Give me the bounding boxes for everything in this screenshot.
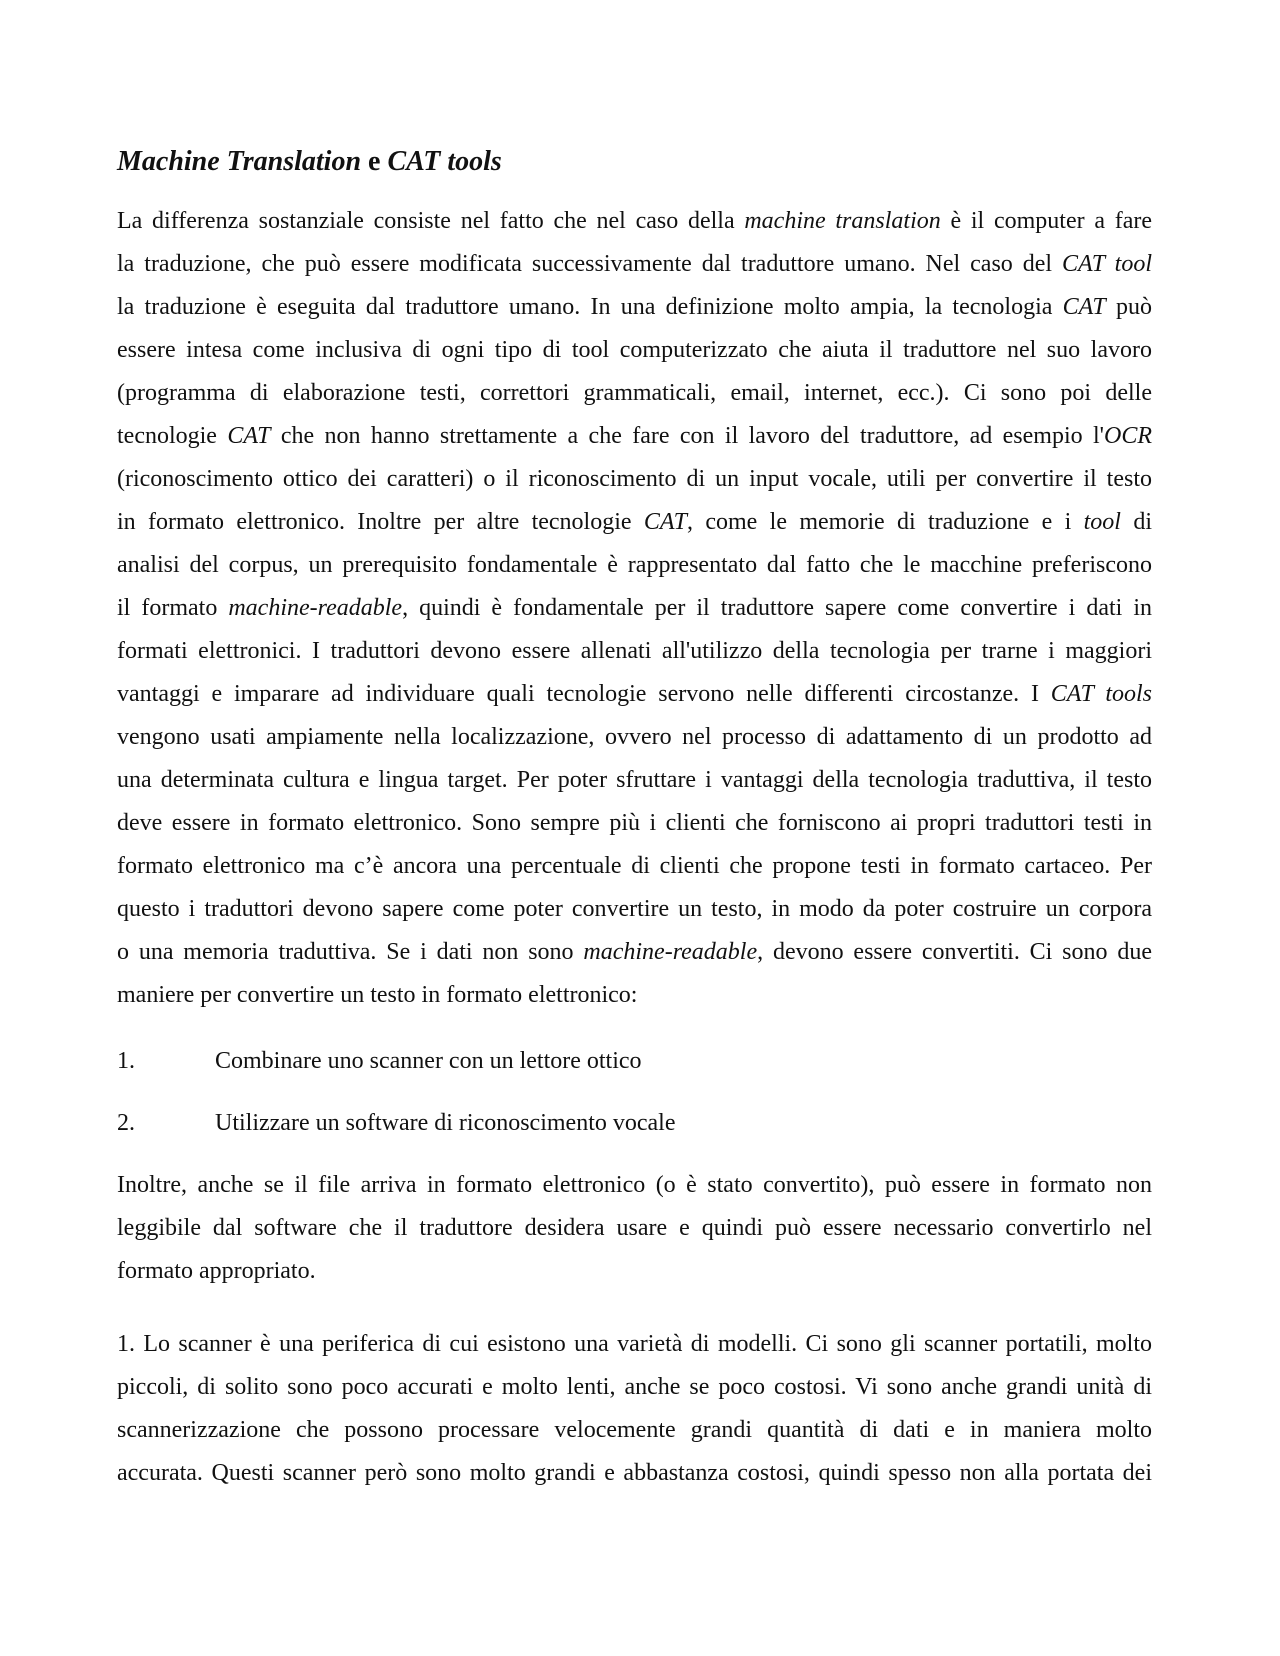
text-line (117, 630, 1152, 673)
text-segment: maniere per convertire un testo in formato elettronico: (117, 982, 638, 1008)
text-segment: in formato elettronico. Inoltre per altre tecnologie (117, 509, 644, 535)
text-segment: è il computer a fare (940, 208, 1152, 234)
text-segment: o una memoria traduttiva. Se i dati non sono (117, 939, 584, 965)
text-line (117, 587, 1152, 630)
text-segment: formato elettronico ma c’è ancora una percentuale di clienti che propone testi in formato cartaceo. Per (117, 853, 1152, 879)
heading-part: CAT tools (387, 146, 502, 177)
text-segment: una determinata cultura e lingua target. Per poter sfruttare i vantaggi della tecnologia traduttiva, il testo (117, 767, 1152, 793)
text-segment: accurata. Questi scanner però sono molto grandi e abbastanza costosi, quindi spesso non alla portata dei (117, 1460, 1152, 1486)
text-segment: essere intesa come inclusiva di ogni tipo di tool computerizzato che aiuta il traduttore nel suo lavoro (117, 337, 1152, 363)
text-line (117, 1164, 1152, 1207)
paragraph-2 (117, 1164, 1152, 1293)
italic-term: CAT (227, 423, 271, 449)
text-segment: può (1105, 294, 1152, 320)
text-line (117, 501, 1152, 544)
text-line (117, 544, 1152, 587)
text-segment: , quindi è fondamentale per il traduttore sapere come convertire i dati in (402, 595, 1152, 621)
italic-term: machine-readable (228, 595, 403, 621)
text-line (117, 802, 1152, 845)
text-line (117, 415, 1152, 458)
italic-term: OCR (1103, 423, 1152, 449)
text-segment: piccoli, di solito sono poco accurati e molto lenti, anche se poco costosi. Vi sono anche grandi unità di (117, 1374, 1152, 1400)
text-line (117, 458, 1152, 501)
text-line (117, 243, 1152, 286)
text-segment: questo i traduttori devono sapere come poter convertire un testo, in modo da poter costruire un corpora (117, 896, 1152, 922)
heading-part: e (361, 146, 388, 177)
italic-term: machine-readable (583, 939, 758, 965)
text-segment: che non hanno strettamente a che fare con il lavoro del traduttore, ad esempio l' (270, 423, 1104, 449)
list-text: Combinare uno scanner con un lettore ottico (215, 1048, 642, 1074)
text-segment: la traduzione, che può essere modificata successivamente dal traduttore umano. Nel caso del (117, 251, 1063, 277)
text-line (117, 974, 1152, 1017)
text-segment: vengono usati ampiamente nella localizzazione, ovvero nel processo di adattamento di un prodotto ad (117, 724, 1152, 750)
text-line (117, 1452, 1152, 1495)
text-line (117, 200, 1152, 243)
heading-part: Machine Translation (117, 146, 362, 177)
text-segment: il formato (117, 595, 229, 621)
text-line (117, 716, 1152, 759)
text-line (117, 1207, 1152, 1250)
text-line (117, 1366, 1152, 1409)
text-line (117, 1323, 1152, 1366)
list-item (117, 1040, 642, 1083)
text-segment: tecnologie (117, 423, 228, 449)
list-item (117, 1102, 676, 1145)
italic-term: CAT (643, 509, 688, 535)
text-line (117, 931, 1152, 974)
text-segment: scannerizzazione che possono processare velocemente grandi quantità di dati e in maniera molto (117, 1417, 1152, 1443)
text-segment: Inoltre, anche se il file arriva in formato elettronico (o è stato convertito), può essere in formato non (117, 1172, 1152, 1198)
section-heading (117, 146, 502, 178)
text-line (117, 759, 1152, 802)
text-segment: formato appropriato. (117, 1258, 316, 1284)
list-text: Utilizzare un software di riconoscimento vocale (215, 1110, 676, 1136)
text-segment: (riconoscimento ottico dei caratteri) o il riconoscimento di un input vocale, utili per convertire il testo (117, 466, 1152, 492)
text-line (117, 286, 1152, 329)
text-segment: , come le memorie di traduzione e i (687, 509, 1084, 535)
text-line (117, 329, 1152, 372)
text-line (117, 1250, 1152, 1293)
italic-term: CAT (1062, 294, 1106, 320)
text-segment: analisi del corpus, un prerequisito fondamentale è rappresentato dal fatto che le macchine preferiscono (117, 552, 1152, 578)
paragraph-1 (117, 200, 1152, 1017)
list-number: 1. (117, 1048, 135, 1074)
text-segment: (programma di elaborazione testi, correttori grammaticali, email, internet, ecc.). Ci sono poi delle (117, 380, 1152, 406)
text-segment: vantaggi e imparare ad individuare quali tecnologie servono nelle differenti circostanze. I (117, 681, 1051, 707)
italic-term: tool (1083, 509, 1121, 535)
text-segment: deve essere in formato elettronico. Sono sempre più i clienti che forniscono ai propri traduttori testi in (117, 810, 1152, 836)
paragraph-3 (117, 1323, 1152, 1495)
italic-term: CAT tools (1050, 681, 1152, 707)
text-line (117, 845, 1152, 888)
text-segment: formati elettronici. I traduttori devono essere allenati all'utilizzo della tecnologia per trarne i maggiori (117, 638, 1152, 664)
text-segment: 1. Lo scanner è una periferica di cui esistono una varietà di modelli. Ci sono gli scanner portatili, molto (117, 1331, 1152, 1357)
text-line (117, 888, 1152, 931)
text-segment: La differenza sostanziale consiste nel fatto che nel caso della (117, 208, 745, 234)
list-number: 2. (117, 1110, 135, 1136)
text-segment: di (1120, 509, 1152, 535)
italic-term: CAT tool (1062, 251, 1152, 277)
text-segment: , devono essere convertiti. Ci sono due (757, 939, 1152, 965)
text-line (117, 673, 1152, 716)
italic-term: machine translation (744, 208, 941, 234)
text-segment: la traduzione è eseguita dal traduttore umano. In una definizione molto ampia, la tecnologia (117, 294, 1063, 320)
text-line (117, 372, 1152, 415)
text-line (117, 1409, 1152, 1452)
text-segment: leggibile dal software che il traduttore desidera usare e quindi può essere necessario convertirlo nel (117, 1215, 1152, 1241)
